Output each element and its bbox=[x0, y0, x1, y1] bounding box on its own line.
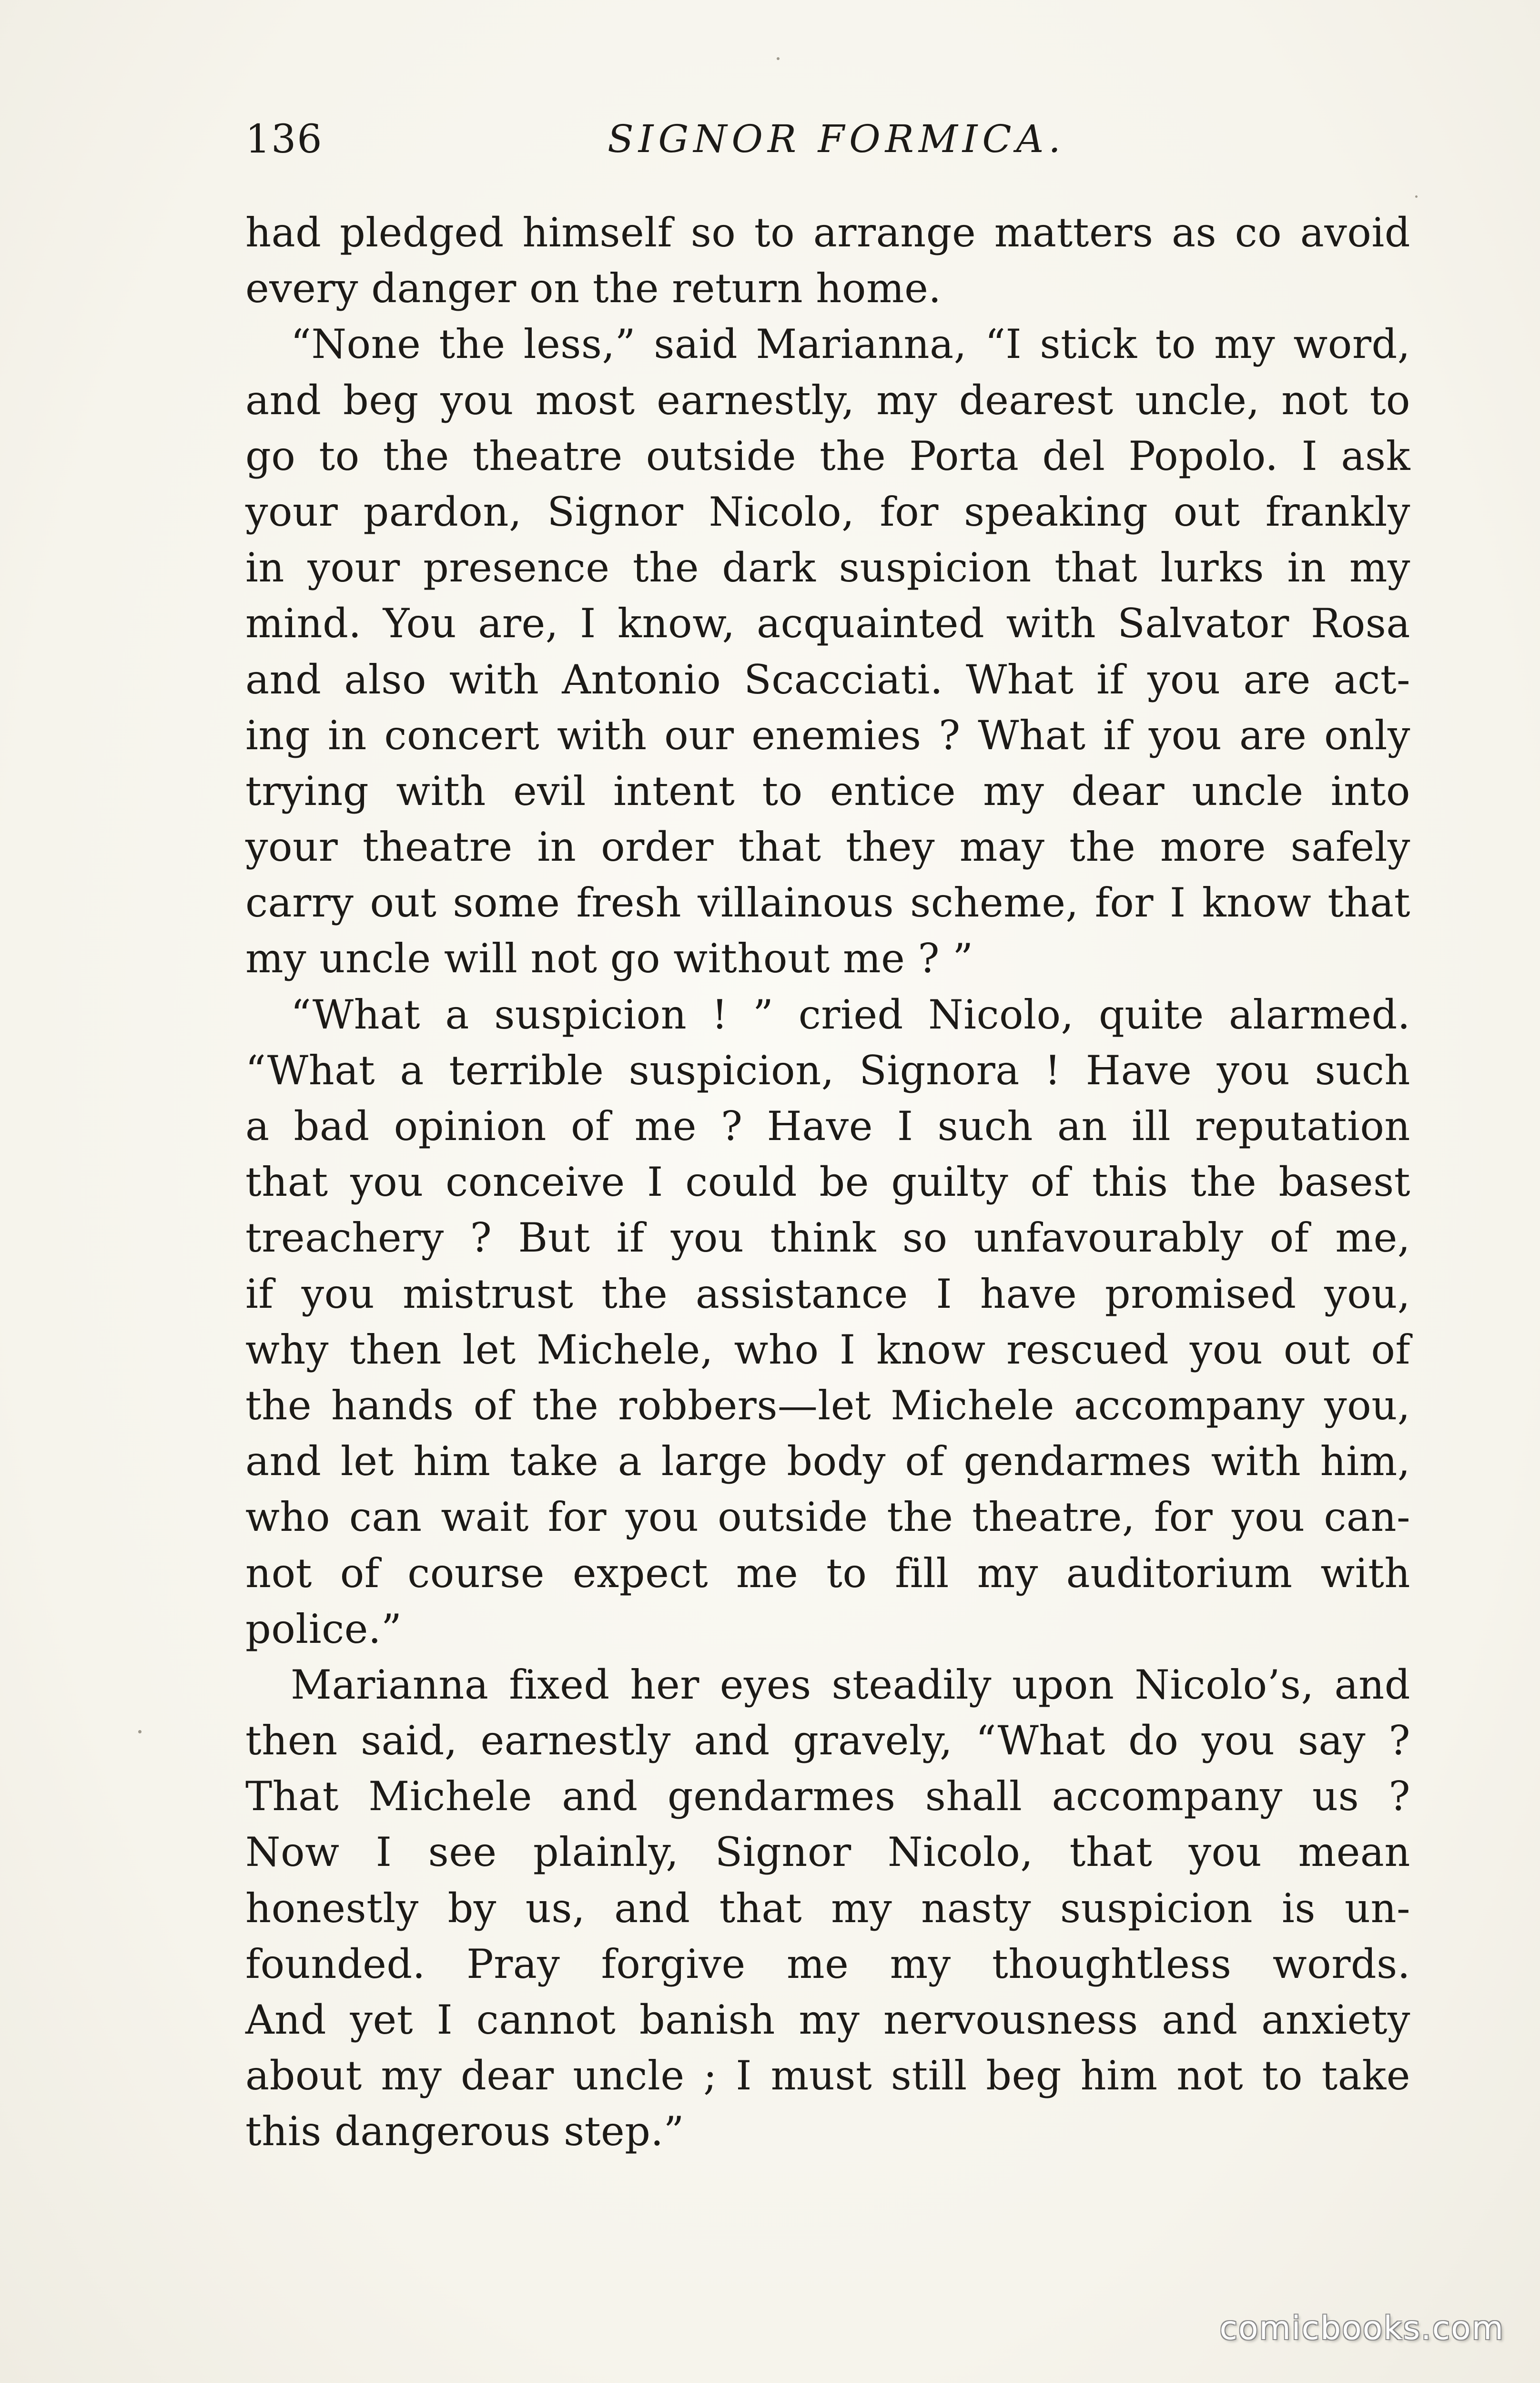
text-line: trying with evil intent to entice my dear uncle into bbox=[245, 767, 1410, 815]
text-line: who can wait for you outside the theatre, for you can- bbox=[245, 1494, 1410, 1541]
text-line: honestly by us, and that my nasty suspicion is un- bbox=[245, 1884, 1410, 1932]
body-text bbox=[245, 205, 1410, 2160]
text-line: your pardon, Signor Nicolo, for speaking out frankly bbox=[245, 488, 1410, 535]
text-line: in your presence the dark suspicion that lurks in my bbox=[245, 544, 1410, 591]
text-line: about my dear uncle ; I must still beg him not to take bbox=[245, 2052, 1410, 2099]
text-line: “What a terrible suspicion, Signora ! Have you such bbox=[245, 1047, 1410, 1094]
running-title: SIGNOR FORMICA. bbox=[608, 117, 1065, 161]
text-line: my uncle will not go without me ? ” bbox=[245, 935, 973, 982]
page-header bbox=[245, 117, 1408, 169]
text-line: your theatre in order that they may the more safely bbox=[245, 824, 1410, 871]
text-line: why then let Michele, who I know rescued you out of bbox=[245, 1326, 1410, 1373]
text-line: a bad opinion of me ? Have I such an ill reputation bbox=[245, 1103, 1410, 1150]
text-line: That Michele and gendarmes shall accompany us ? bbox=[245, 1773, 1410, 1820]
text-line: “None the less,” said Marianna, “I stick to my word, bbox=[291, 321, 1410, 368]
text-line: Now I see plainly, Signor Nicolo, that you mean bbox=[245, 1829, 1410, 1876]
watermark: comicbooks.com bbox=[1219, 2310, 1504, 2347]
text-line: go to the theatre outside the Porta del Popolo. I ask bbox=[245, 432, 1410, 479]
text-line: that you conceive I could be guilty of this the basest bbox=[245, 1159, 1410, 1206]
text-line: every danger on the return home. bbox=[245, 265, 942, 312]
text-line: carry out some fresh villainous scheme, for I know that bbox=[245, 879, 1410, 927]
text-line: ing in concert with our enemies ? What if you are only bbox=[245, 712, 1410, 759]
text-line: had pledged himself so to arrange matters as co avoid bbox=[245, 209, 1410, 256]
text-line: And yet I cannot banish my nervousness and anxiety bbox=[245, 1996, 1410, 2043]
paper-speck bbox=[1415, 195, 1418, 198]
text-line: not of course expect me to fill my auditorium with bbox=[245, 1549, 1410, 1597]
text-line: Marianna fixed her eyes steadily upon Nicolo’s, and bbox=[291, 1661, 1410, 1708]
paper-speck bbox=[138, 1730, 142, 1733]
text-line: and also with Antonio Scacciati. What if you are act- bbox=[245, 656, 1410, 703]
text-line: founded. Pray forgive me my thoughtless words. bbox=[245, 1940, 1410, 1987]
text-line: treachery ? But if you think so unfavourably of me, bbox=[245, 1214, 1410, 1262]
text-line: this dangerous step.” bbox=[245, 2108, 685, 2155]
text-line: then said, earnestly and gravely, “What do you say ? bbox=[245, 1717, 1410, 1764]
text-line: if you mistrust the assistance I have promised you, bbox=[245, 1270, 1410, 1317]
paper-speck bbox=[777, 57, 780, 60]
text-line: mind. You are, I know, acquainted with Salvator Rosa bbox=[245, 600, 1410, 647]
text-line: and let him take a large body of gendarmes with him, bbox=[245, 1438, 1410, 1485]
text-line: the hands of the robbers—let Michele accompany you, bbox=[245, 1382, 1410, 1429]
text-line: “What a suspicion ! ” cried Nicolo, quite alarmed. bbox=[291, 991, 1410, 1038]
page-number: 136 bbox=[245, 117, 323, 162]
text-line: and beg you most earnestly, my dearest uncle, not to bbox=[245, 377, 1410, 424]
text-line: police.” bbox=[245, 1605, 402, 1652]
